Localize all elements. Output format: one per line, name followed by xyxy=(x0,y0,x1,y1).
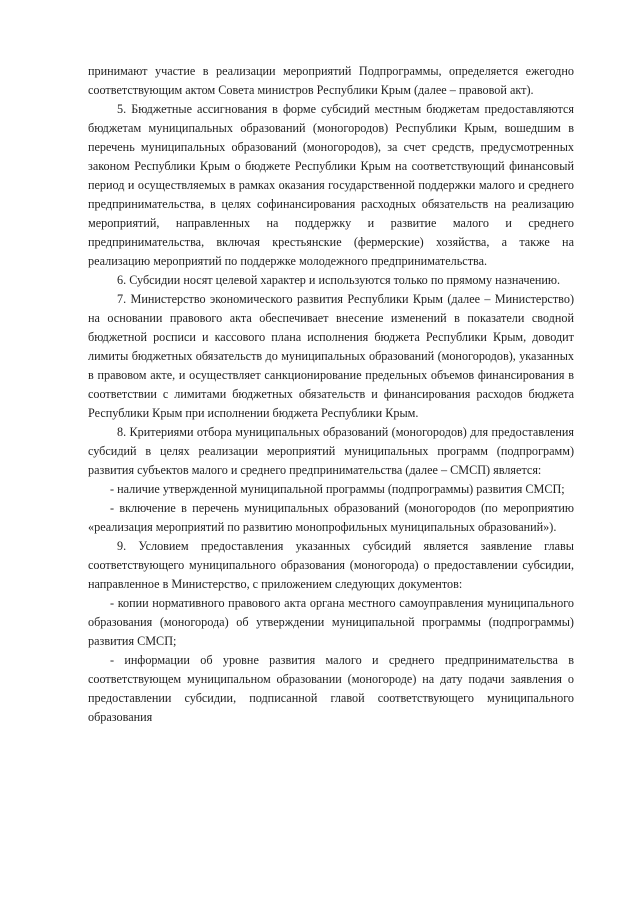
paragraph-6: 6. Субсидии носят целевой характер и используются только по прямому назначению. xyxy=(117,273,561,287)
paragraph-5: 5. Бюджетные ассигнования в форме субсидий местным бюджетам предоставляются бюджетам муниципальных образований (моногородов) Республики Крым, вошедшим в перечень муниципальных образований (моногородов), за счет средств, предусмотренных законом Республики Крым о бюджете Республики Крым на соответствующий финансовый период и осуществляемых в рамках оказания государственной поддержки малого и среднего предпринимательства, в целях софинансирования расходных обязательств на реализацию мероприятий, направленных на поддержку и развитие малого и среднего предпринимательства, включая крестьянские (фермерские) хозяйства, а также на реализацию мероприятий по поддержке молодежного предпринимательства. xyxy=(88,102,574,268)
document-body xyxy=(88,62,574,727)
list-item: - включение в перечень муниципальных образований (моногородов (по мероприятию «реализация мероприятий по развитию монопрофильных муниципальных образований»). xyxy=(88,501,574,534)
paragraph-7: 7. Министерство экономического развития Республики Крым (далее – Министерство) на основании правового акта обеспечивает внесение изменений в показатели сводной бюджетной росписи и кассового плана исполнения бюджета Республики Крым, доводит лимиты бюджетных обязательств до муниципальных образований (моногородов), указанных в правовом акте, и осуществляет санкционирование предельных объемов финансирования в соответствии с лимитами бюджетных обязательств и финансирования расходов бюджета Республики Крым при исполнении бюджета Республики Крым. xyxy=(88,292,574,420)
list-item: - информации об уровне развития малого и среднего предпринимательства в соответствующем муниципальном образовании (моногороде) на дату подачи заявления о предоставлении субсидии, подписанной главой соответствующего муниципального образования xyxy=(88,653,574,724)
paragraph-continuation: принимают участие в реализации мероприятий Подпрограммы, определяется ежегодно соответствующим актом Совета министров Республики Крым (далее – правовой акт). xyxy=(88,64,574,97)
list-item: - наличие утвержденной муниципальной программы (подпрограммы) развития СМСП; xyxy=(110,482,565,496)
paragraph-9: 9. Условием предоставления указанных субсидий является заявление главы соответствующего муниципального образования (моногорода) о предоставлении субсидии, направленное в Министерство, с приложением следующих документов: xyxy=(88,539,574,591)
paragraph-8: 8. Критериями отбора муниципальных образований (моногородов) для предоставления субсидий в целях реализации мероприятий муниципальных программ (подпрограмм) развития субъектов малого и среднего предпринимательства (далее – СМСП) является: xyxy=(88,425,574,477)
list-item: - копии нормативного правового акта органа местного самоуправления муниципального образования (моногорода) об утверждении муниципальной программы (подпрограммы) развития СМСП; xyxy=(88,596,574,648)
